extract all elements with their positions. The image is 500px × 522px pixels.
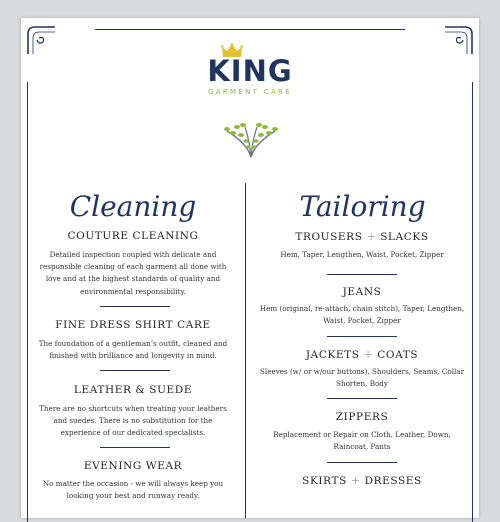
frame-top-line xyxy=(95,29,405,30)
section-heading: EVENING WEAR xyxy=(83,460,183,472)
section-body: The foundation of a gentleman’s outfit, cleaned and finished with brilliance and longevity in mind. xyxy=(38,339,228,361)
section-heading: ZIPPERS xyxy=(335,411,389,423)
plus-separator: + xyxy=(350,474,361,487)
section-heading: FINE DRESS SHIRT CARE xyxy=(55,319,211,331)
section-heading: COUTURE CLEANING xyxy=(67,230,199,242)
brand-logo-text: KING xyxy=(207,54,293,88)
section-heading: JEANS xyxy=(342,286,382,298)
section-body: No matter the occasion - we will always keep you looking your best and runway ready. xyxy=(42,479,224,501)
section-body: There are no shortcuts when treating your leathers and suedes. There is no substitution for the experience of our dedicated specialists. xyxy=(39,404,227,438)
column-divider xyxy=(245,183,246,518)
section-rule xyxy=(100,306,170,307)
section-rule xyxy=(327,398,397,399)
section-rule xyxy=(327,274,397,275)
section-body: Hem (original, re-attach, chain stitch), Taper, Lengthen, Waist, Pocket, Zipper xyxy=(259,304,465,326)
section-body: Detailed inspection coupled with delicate and responsible cleaning of each garment all done with love and at the highest standards of quality and environmental responsibility. xyxy=(39,250,227,296)
section-rule xyxy=(327,336,397,337)
heading-part: TROUSERS xyxy=(295,231,363,243)
heading-part: DRESSES xyxy=(364,475,422,487)
heading-part: COATS xyxy=(377,349,419,361)
corner-ornament-right xyxy=(443,24,475,56)
plus-separator: + xyxy=(363,348,374,361)
section-body: Sleeves (w/ or w/our buttons), Shoulders, Seams, Collar Shorten, Body xyxy=(259,367,465,389)
menu-page xyxy=(21,18,479,518)
frame-left-line xyxy=(27,82,28,522)
heading-part: SLACKS xyxy=(380,231,429,243)
frame-right-line xyxy=(472,82,473,522)
section-body: Replacement or Repair on Cloth, Leather, Down, Raincoat, Pants xyxy=(273,430,451,452)
heading-part: JACKETS xyxy=(305,349,360,361)
section-rule xyxy=(327,462,397,463)
sprig-icon xyxy=(215,117,287,159)
section-rule xyxy=(100,370,170,371)
tailoring-title: Tailoring xyxy=(299,190,426,223)
cleaning-title: Cleaning xyxy=(69,190,197,223)
heading-part: SKIRTS xyxy=(302,475,347,487)
corner-ornament-left xyxy=(25,24,57,56)
section-rule xyxy=(100,447,170,448)
section-heading xyxy=(252,230,472,243)
plus-separator: + xyxy=(366,230,377,243)
section-heading xyxy=(252,348,472,361)
section-body: Hem, Taper, Lengthen, Waist, Pocket, Zipper xyxy=(280,250,444,259)
brand-tagline: GARMENT CARE xyxy=(208,88,292,96)
section-heading xyxy=(252,474,472,487)
section-heading: LEATHER & SUEDE xyxy=(73,384,193,396)
